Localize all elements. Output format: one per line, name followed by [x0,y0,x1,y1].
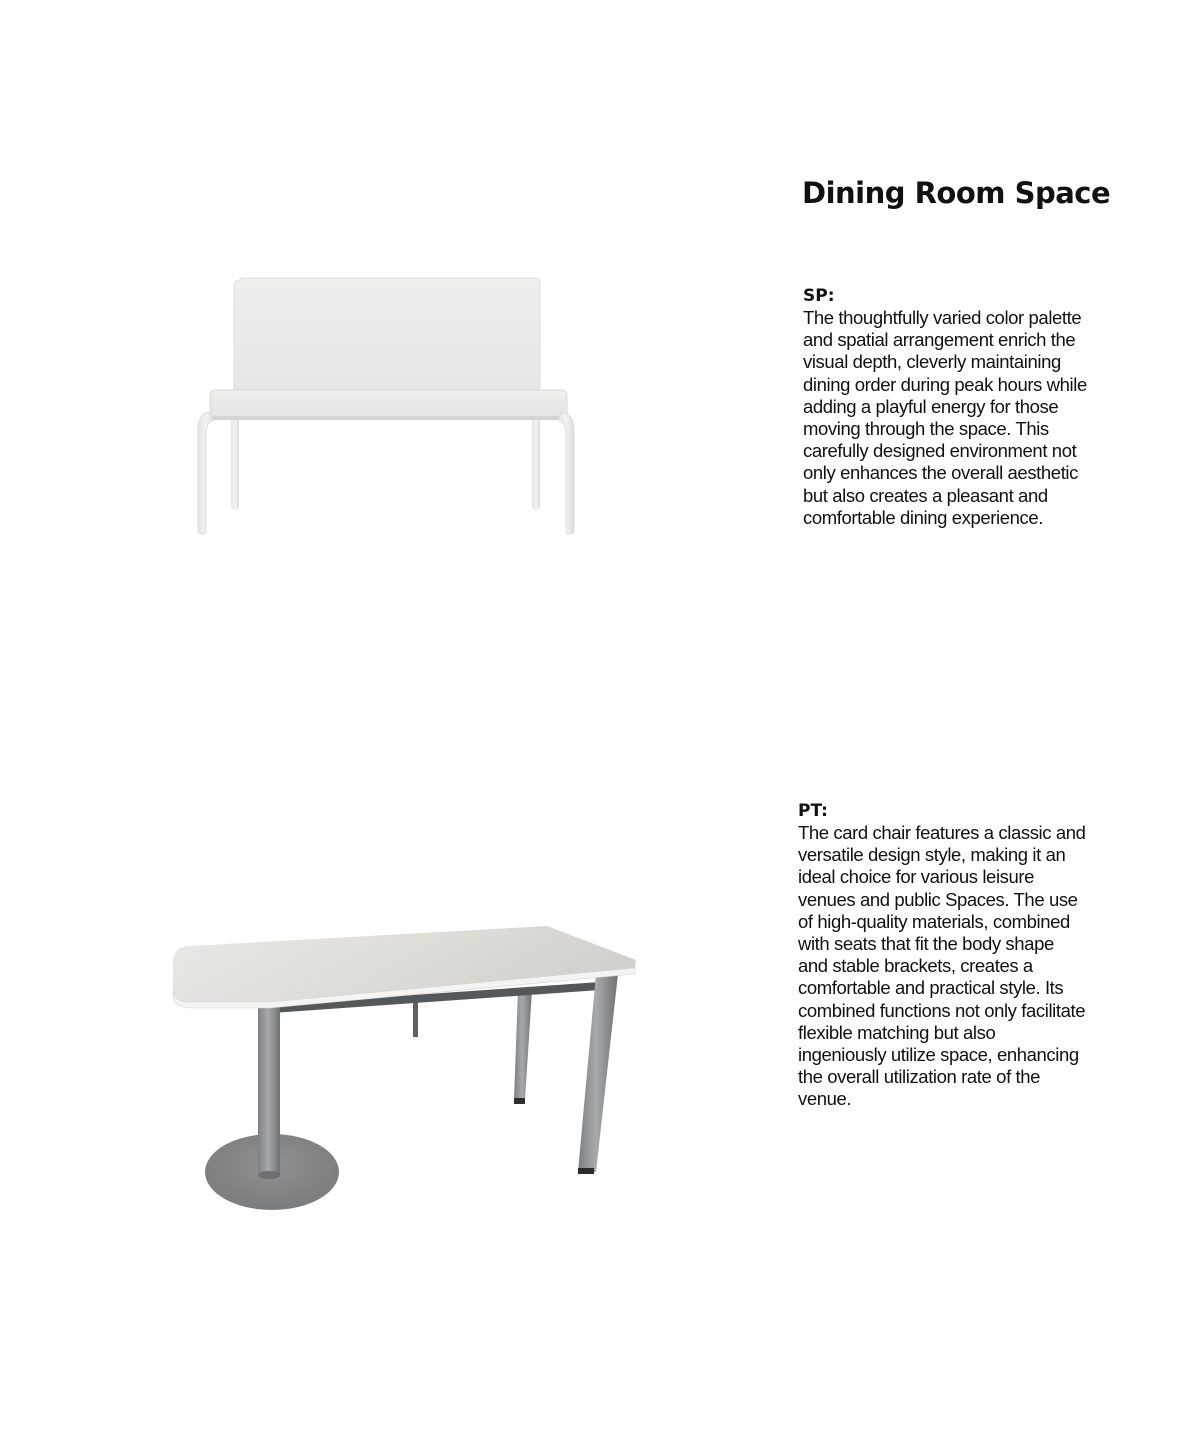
page-title: Dining Room Space [802,176,1111,210]
product-code: SP: [803,286,835,306]
product-pt [798,800,1098,1111]
product-code: PT: [798,801,828,821]
table-image [160,910,650,1230]
bench-image [180,262,590,552]
product-sp [803,285,1103,529]
product-description: The card chair features a classic and versatile design style, making it an ideal choice for various leisure venues and public Spaces. The use of high-quality materials, combined with seats that fit the body shape and stable brackets, creates a comfortable and practical style. Its combined functions not only facilitate flexible matching but also ingeniously utilize space, enhancing the overall utilization rate of the venue. [798,822,1086,1110]
product-description: The thoughtfully varied color palette and spatial arrangement enrich the visual depth, cleverly maintaining dining order during peak hours while adding a playful energy for those moving through the space. This carefully designed environment not only enhances the overall aesthetic but also creates a pleasant and comfortable dining experience. [803,307,1087,528]
